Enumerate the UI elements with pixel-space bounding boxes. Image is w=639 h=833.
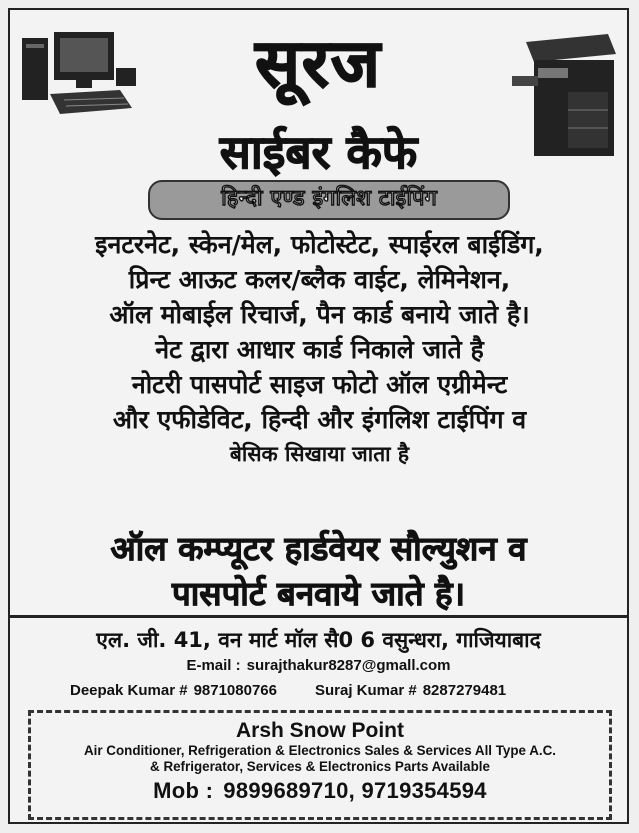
service-line: प्रिन्ट आऊट कलर/ब्लैक वाईट, लेमिनेशन,: [128, 265, 511, 294]
contact-name: Deepak Kumar #: [70, 682, 188, 699]
email-line: [10, 657, 627, 674]
phone-contacts: [70, 682, 590, 699]
address: एल. जी. 41, वन मार्ट मॉल सै0 6 वसुन्धरा, गाजियाबाद: [96, 628, 541, 652]
hardware-highlight: [10, 526, 627, 616]
email-label: E-mail :: [186, 657, 241, 674]
ad-description: Air Conditioner, Refrigeration & Electronics Sales & Services All Type A.C.: [83, 743, 557, 758]
ad-description: & Refrigerator, Services & Electronics Parts Available: [150, 759, 490, 774]
ad-mobile: [31, 778, 609, 804]
ad-mobile-label: Mob :: [153, 778, 214, 803]
contact-suraj: [315, 682, 512, 699]
services-list: [20, 227, 619, 472]
contact-phone: 9871080766: [193, 682, 277, 699]
ad-mobile-numbers: 9899689710, 9719354594: [223, 778, 487, 803]
ad-shop-name: Arsh Snow Point: [236, 719, 404, 742]
shop-title: सूरज: [255, 25, 382, 102]
advertisement-box: [28, 710, 612, 820]
flyer: [8, 8, 629, 824]
shop-subtitle: साईबर कैफे: [219, 125, 418, 179]
service-line: नेट द्वारा आधार कार्ड निकाले जाते है: [155, 335, 484, 364]
email-address: surajthakur8287@gmall.com: [246, 657, 451, 674]
divider: [10, 615, 627, 618]
highlight-line: ऑल कम्प्यूटर हार्डवेयर सौल्युशन व: [110, 529, 527, 568]
service-line: बेसिक सिखाया जाता है: [229, 442, 410, 466]
service-line: और एफीडेविट, हिन्दी और इंगलिश टाईपिंग व: [112, 405, 527, 434]
contact-deepak: [70, 682, 283, 699]
highlight-line: पासपोर्ट बनवाये जाते है।: [171, 574, 466, 613]
contact-name: Suraj Kumar #: [315, 682, 417, 699]
service-line: ऑल मोबाईल रिचार्ज, पैन कार्ड बनाये जाते है।: [109, 300, 530, 329]
contact-phone: 8287279481: [422, 682, 507, 699]
service-line: इनटरनेट, स्केन/मेल, फोटोस्टेट, स्पाईरल बाईडिंग,: [95, 230, 544, 259]
typing-tagline-badge: हिन्दी एण्ड इंगलिश टाईपिंग: [148, 180, 510, 220]
service-line: नोटरी पासपोर्ट साइज फोटो ऑल एग्रीमेन्ट: [131, 370, 508, 399]
